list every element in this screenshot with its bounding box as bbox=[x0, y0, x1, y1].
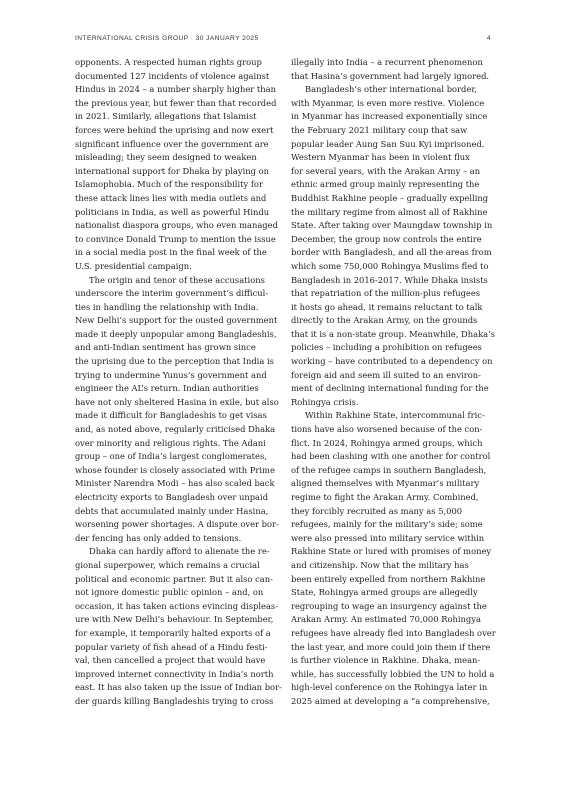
text-line: the previous year, but fewer than that recorded bbox=[75, 97, 277, 108]
text-line: significant influence over the government are bbox=[75, 138, 269, 149]
text-line: val, then cancelled a project that would have bbox=[75, 655, 266, 666]
text-line: underscore the interim government’s difficul- bbox=[75, 288, 269, 299]
text-line: popular leader Aung San Suu Kyi imprisoned. bbox=[291, 138, 485, 149]
text-line: Bangladesh’s other international border, bbox=[305, 84, 478, 95]
header-title: INTERNATIONAL CRISIS GROUP · 30 JANUARY 2025 bbox=[75, 35, 259, 42]
text-line: that it is a non-state group. Meanwhile, Dhaka’s bbox=[291, 328, 496, 339]
text-line: New Delhi’s support for the ousted government bbox=[75, 315, 278, 326]
text-line: Minister Narendra Modi – has also scaled back bbox=[75, 478, 275, 489]
right-column bbox=[291, 56, 496, 709]
text-line: whose founder is closely associated with Prime bbox=[75, 464, 275, 475]
body-paragraph bbox=[291, 83, 496, 409]
text-line: high-level conference on the Rohingya later in bbox=[291, 682, 488, 693]
text-line: forces were behind the uprising and now exert bbox=[75, 124, 274, 135]
text-line: to convince Donald Trump to mention the issue bbox=[75, 233, 276, 244]
page-header bbox=[75, 35, 491, 45]
text-line: been entirely expelled from northern Rakhine bbox=[291, 573, 486, 584]
body-paragraph bbox=[75, 274, 279, 546]
text-line: east. It has also taken up the issue of Indian bor- bbox=[75, 682, 282, 693]
text-line: der guards killing Bangladeshis trying to cross bbox=[75, 695, 274, 706]
text-line: made it difficult for Bangladeshis to get visas bbox=[75, 410, 267, 421]
text-line: Rakhine State or lured with promises of money bbox=[291, 546, 492, 557]
text-line: occasion, it has taken actions evincing displeas- bbox=[75, 600, 279, 611]
text-line: policies – including a prohibition on refugees bbox=[291, 342, 482, 353]
text-line: improved internet connectivity in India’s north bbox=[75, 668, 274, 679]
text-line: State. After taking over Maungdaw township in bbox=[291, 220, 493, 231]
body-paragraph bbox=[75, 545, 282, 708]
text-line: trying to undermine Yunus’s government and bbox=[75, 369, 267, 380]
text-line: worsening power shortages. A dispute over bor- bbox=[75, 519, 279, 530]
text-line: nationalist diaspora groups, who even managed bbox=[75, 220, 278, 231]
body-paragraph bbox=[291, 409, 496, 708]
text-line: the uprising due to the perception that India is bbox=[75, 356, 274, 367]
body-paragraph bbox=[75, 56, 278, 274]
text-line: regrouping to wage an insurgency against the bbox=[291, 600, 487, 611]
text-line: Within Rakhine State, intercommunal fric- bbox=[305, 410, 485, 421]
text-line: gional superpower, which remains a crucial bbox=[75, 559, 260, 570]
text-line: had been clashing with one another for control bbox=[291, 451, 491, 462]
text-line: Buddhist Rakhine people – gradually expelling bbox=[291, 192, 489, 203]
text-line: 2025 aimed at developing a “a comprehensive, bbox=[291, 695, 490, 706]
text-line: political and economic partner. But it also can- bbox=[75, 573, 273, 584]
text-line: politicians in India, as well as powerful Hindu bbox=[75, 206, 270, 217]
text-line: foreign aid and seem ill suited to an environ- bbox=[291, 369, 481, 380]
text-line: electricity exports to Bangladesh over unpaid bbox=[75, 492, 269, 502]
text-line: over minority and religious rights. The Adani bbox=[75, 437, 266, 448]
text-line: refugees have already fled into Bangladesh over bbox=[291, 627, 496, 638]
text-line: group – one of India’s largest conglomerates, bbox=[75, 451, 267, 462]
text-line: documented 127 incidents of violence against bbox=[75, 70, 270, 81]
text-line: aligned themselves with Myanmar’s military bbox=[291, 478, 480, 489]
body-paragraph bbox=[291, 56, 489, 83]
text-line: directly to the Arakan Army, on the grounds bbox=[291, 315, 478, 326]
text-line: Western Myanmar has been in violent flux bbox=[291, 152, 470, 163]
text-line: in a social media post in the final week of the bbox=[75, 247, 267, 258]
text-line: regime to fight the Arakan Army. Combined, bbox=[291, 492, 479, 502]
text-line: opponents. A respected human rights group bbox=[75, 57, 262, 67]
text-line: is further violence in Rakhine. Dhaka, mean- bbox=[291, 655, 481, 666]
text-line: while, has successfully lobbied the UN to hold a bbox=[291, 668, 495, 679]
text-line: The origin and tenor of these accusations bbox=[89, 274, 265, 285]
text-line: were also pressed into military service within bbox=[291, 532, 485, 543]
text-line: international support for Dhaka by playing on bbox=[75, 165, 270, 176]
text-line: ties in handling the relationship with India. bbox=[75, 301, 259, 312]
text-line: debts that accumulated mainly under Hasina, bbox=[75, 505, 269, 516]
text-line: made it deeply unpopular among Bangladeshis, bbox=[75, 328, 277, 339]
text-line: not ignore domestic public opinion – and, on bbox=[75, 587, 264, 598]
text-line: in 2021. Similarly, allegations that Islamist bbox=[75, 111, 257, 122]
text-line: Dhaka can hardly afford to alienate the re- bbox=[89, 546, 270, 557]
text-line: popular variety of fish ahead of a Hindu festi- bbox=[75, 641, 268, 652]
text-line: der fencing has only added to tensions. bbox=[75, 532, 242, 543]
text-line: December, the group now controls the entire bbox=[291, 233, 482, 244]
text-line: and anti-Indian sentiment has grown since bbox=[75, 342, 256, 353]
text-line: the military regime from almost all of Rakhine bbox=[291, 206, 488, 217]
text-line: Hindus in 2024 – a number sharply higher than bbox=[75, 84, 276, 95]
text-line: and citizenship. Now that the military has bbox=[291, 559, 469, 570]
text-line: these attack lines lies with media outlets and bbox=[75, 192, 267, 203]
text-line: engineer the AL’s return. Indian authorities bbox=[75, 383, 259, 394]
text-line: for example, it temporarily halted exports of a bbox=[75, 627, 271, 638]
text-line: and, as noted above, regularly criticised Dhaka bbox=[75, 424, 276, 435]
text-line: refugees, mainly for the military’s side; some bbox=[291, 519, 483, 530]
text-line: the February 2021 military coup that saw bbox=[291, 124, 468, 135]
text-line: illegally into India – a recurrent phenomenon bbox=[291, 57, 483, 67]
text-line: that repatriation of the million-plus refugees bbox=[291, 288, 481, 299]
text-line: tions have also worsened because of the con- bbox=[291, 424, 483, 435]
text-line: ethnic armed group mainly representing the bbox=[291, 179, 480, 190]
text-line: they forcibly recruited as many as 5,000 bbox=[291, 505, 463, 516]
text-line: U.S. presidential campaign. bbox=[75, 260, 192, 271]
text-line: flict. In 2024, Rohingya armed groups, which bbox=[291, 437, 483, 448]
text-line: Rohingya crisis. bbox=[291, 396, 359, 407]
text-line: in Myanmar has increased exponentially since bbox=[291, 111, 488, 122]
text-line: ment of declining international funding for the bbox=[291, 383, 489, 394]
text-line: that Hasina’s government had largely ignored. bbox=[291, 70, 490, 81]
page-number: 4 bbox=[486, 35, 491, 42]
text-line: which some 750,000 Rohingya Muslims fled to bbox=[291, 260, 489, 271]
left-column bbox=[75, 56, 282, 709]
text-line: with Myanmar, is even more restive. Violence bbox=[291, 97, 485, 108]
text-line: border with Bangladesh, and all the areas from bbox=[291, 247, 492, 258]
text-line: working – have contributed to a dependency on bbox=[291, 356, 493, 367]
text-line: of the refugee camps in southern Bangladesh, bbox=[291, 464, 487, 475]
text-line: Bangladesh in 2016-2017. While Dhaka insists bbox=[291, 274, 488, 285]
text-line: State, Rohingya armed groups are allegedly bbox=[291, 587, 478, 598]
text-line: ure with New Delhi’s behaviour. In September, bbox=[75, 614, 274, 625]
text-line: have not only sheltered Hasina in exile, but also bbox=[75, 396, 279, 407]
text-line: Islamophobia. Much of the responsibility for bbox=[75, 179, 263, 190]
text-line: for several years, with the Arakan Army – an bbox=[291, 165, 481, 176]
text-line: the last year, and more could join them if there bbox=[291, 641, 491, 652]
text-line: Arakan Army. An estimated 70,000 Rohingya bbox=[291, 614, 481, 625]
text-line: misleading; they seem designed to weaken bbox=[75, 152, 257, 163]
text-line: it hosts go ahead, it remains reluctant to talk bbox=[291, 301, 483, 312]
